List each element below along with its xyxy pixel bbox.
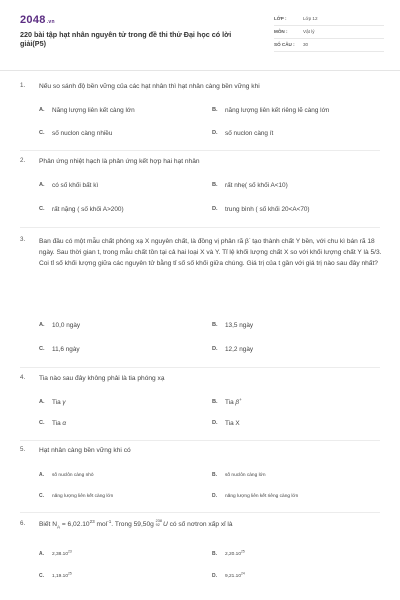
- option-letter: B.: [212, 107, 218, 113]
- option-letter: A.: [39, 107, 45, 113]
- option-letter: B.: [212, 472, 217, 478]
- option-text: số nuclôn càng nhỏ: [52, 473, 94, 478]
- document-header: [20, 14, 380, 58]
- meta-label: LỚP :: [274, 16, 287, 21]
- option-text: 12,2 ngày: [225, 346, 254, 353]
- option-letter: B.: [212, 551, 217, 557]
- option-d[interactable]: [212, 492, 298, 501]
- question-text: Tia nào sau đây không phải là tia phóng xạ: [39, 375, 165, 382]
- option-b[interactable]: [212, 106, 329, 115]
- option-letter: A.: [39, 472, 44, 478]
- option-a[interactable]: [39, 181, 98, 190]
- meta-subject: [274, 29, 384, 39]
- option-letter: A.: [39, 551, 44, 557]
- option-text: Tia X: [225, 420, 240, 427]
- site-logo[interactable]: [20, 14, 55, 26]
- question-5: [20, 446, 382, 506]
- option-b[interactable]: [212, 181, 288, 190]
- option-text: 2,38.10$^{23}$: [52, 549, 72, 557]
- option-text: 1,19.10$^{25}$: [52, 571, 72, 579]
- option-letter: C.: [39, 420, 45, 426]
- question-1: [20, 82, 382, 142]
- meta-question-count: [274, 42, 384, 52]
- option-c[interactable]: [39, 572, 72, 581]
- option-letter: D.: [212, 346, 218, 352]
- option-text: trung bình ( số khối 20<A<70): [225, 206, 310, 213]
- question-text: Biết $N_A = 6,02.10^{23}$ mol$^{-1}$. Trong 59,50g 238 92 U có số nơtron xấp xỉ là: [39, 518, 233, 530]
- option-text: 9,21.10$^{24}$: [225, 571, 245, 579]
- question-text: Nếu so sánh độ bền vững của các hạt nhân thì hạt nhân càng bền vững khi: [39, 83, 260, 90]
- question-text: Phản ứng nhiệt hạch là phản ứng kết hợp hai hạt nhân: [39, 158, 200, 165]
- meta-value: 30: [303, 42, 309, 47]
- option-letter: C.: [39, 493, 44, 499]
- question-text: Hạt nhân càng bền vững khi có: [39, 447, 131, 454]
- header-divider: [0, 70, 400, 71]
- option-a[interactable]: [39, 106, 135, 115]
- option-a[interactable]: [39, 398, 66, 407]
- option-text: 2,20.10$^{25}$: [225, 549, 245, 557]
- option-text: có số khối bất kì: [52, 182, 99, 189]
- option-text: số nuclôn càng lớn: [225, 473, 266, 478]
- option-letter: A.: [39, 399, 45, 405]
- option-text: 13,5 ngày: [225, 322, 254, 329]
- logo-suffix: .vn: [46, 19, 55, 25]
- option-d[interactable]: [212, 419, 240, 428]
- option-b[interactable]: [212, 550, 245, 559]
- meta-label: SỐ CÂU :: [274, 42, 295, 47]
- question-2: [20, 157, 382, 217]
- option-letter: C.: [39, 346, 45, 352]
- option-text: 10,0 ngày: [52, 322, 81, 329]
- option-text: số nuclon càng ít: [225, 130, 274, 137]
- document-meta: [274, 16, 384, 55]
- option-text: năng lượng liên kết càng lớn: [52, 494, 114, 499]
- option-text: Tia α: [52, 420, 67, 427]
- question-number: 1.: [20, 82, 26, 89]
- option-a[interactable]: [39, 550, 72, 559]
- question-3: [20, 236, 382, 366]
- meta-class: [274, 16, 384, 26]
- option-b[interactable]: [212, 321, 253, 330]
- meta-value: Lớp 12: [303, 16, 318, 21]
- option-text: Tia γ: [52, 399, 66, 406]
- option-a[interactable]: [39, 321, 80, 330]
- logo-text: 2048: [20, 14, 46, 26]
- question-divider: [20, 150, 380, 151]
- option-letter: B.: [212, 322, 218, 328]
- option-b[interactable]: [212, 471, 265, 480]
- question-text: Ban đầu có một mẫu chất phóng xạ X nguyên chất, là đồng vị phân rã β- tạo thành chất Y bền, với chu kì bán rã 18 ngày. Sau thời gian t, trong mẫu chất tồn tại cả hai loại X và Y. Tỉ lệ khối lượng chất X so với khối lượng chất Y là 5/3. Coi tỉ số khối lượng giữa các nguyên tử bằng tỉ số số khối giữa chúng. Giá trị của t gần với giá trị nào sau đây nhất?: [39, 235, 382, 268]
- option-a[interactable]: [39, 471, 94, 480]
- option-d[interactable]: [212, 205, 310, 214]
- option-letter: A.: [39, 322, 45, 328]
- option-letter: B.: [212, 182, 218, 188]
- option-text: Tia β+: [225, 396, 242, 406]
- option-c[interactable]: [39, 345, 80, 354]
- option-letter: C.: [39, 130, 45, 136]
- option-letter: D.: [212, 573, 217, 579]
- question-divider: [20, 512, 380, 513]
- meta-label: MÔN :: [274, 29, 288, 34]
- question-divider: [20, 440, 380, 441]
- question-number: 6.: [20, 520, 26, 527]
- question-number: 2.: [20, 157, 26, 164]
- beta-symbol: β: [235, 399, 240, 406]
- uranium-isotope: 238 92: [155, 519, 162, 528]
- question-6: [20, 520, 382, 590]
- question-divider: [20, 367, 380, 368]
- option-d[interactable]: [212, 345, 253, 354]
- option-c[interactable]: [39, 492, 113, 501]
- option-c[interactable]: [39, 129, 112, 138]
- option-b[interactable]: [212, 398, 242, 407]
- option-letter: C.: [39, 573, 44, 579]
- question-number: 4.: [20, 374, 26, 381]
- option-text: 11,6 ngày: [52, 346, 80, 353]
- question-number: 5.: [20, 446, 26, 453]
- question-divider: [20, 227, 380, 228]
- option-letter: A.: [39, 182, 45, 188]
- gamma-symbol: γ: [62, 399, 66, 406]
- option-text: rất nặng ( số khối A>200): [52, 206, 124, 213]
- option-d[interactable]: [212, 572, 245, 581]
- option-letter: D.: [212, 420, 218, 426]
- option-text: năng lượng liên kết riêng lẽ càng lớn: [225, 107, 330, 114]
- option-text: Năng lượng liên kết càng lớn: [52, 107, 135, 114]
- option-letter: B.: [212, 399, 218, 405]
- page-title: 220 bài tập hạt nhân nguyên tử trong đề thi thử Đại học có lời giải(P5): [20, 30, 232, 48]
- option-d[interactable]: [212, 129, 273, 138]
- alpha-symbol: α: [62, 420, 67, 427]
- option-letter: D.: [212, 493, 217, 499]
- option-text: số nuclon càng nhiều: [52, 130, 113, 137]
- meta-value: Vật lý: [303, 29, 315, 34]
- option-letter: D.: [212, 130, 218, 136]
- option-text: rất nhẹ( số khối A<10): [225, 182, 288, 189]
- option-letter: C.: [39, 206, 45, 212]
- option-letter: D.: [212, 206, 218, 212]
- option-text: năng lượng liên kết riêng càng lớn: [225, 494, 299, 499]
- option-c[interactable]: [39, 419, 66, 428]
- question-number: 3.: [20, 236, 26, 243]
- question-4: [20, 374, 382, 434]
- option-c[interactable]: [39, 205, 124, 214]
